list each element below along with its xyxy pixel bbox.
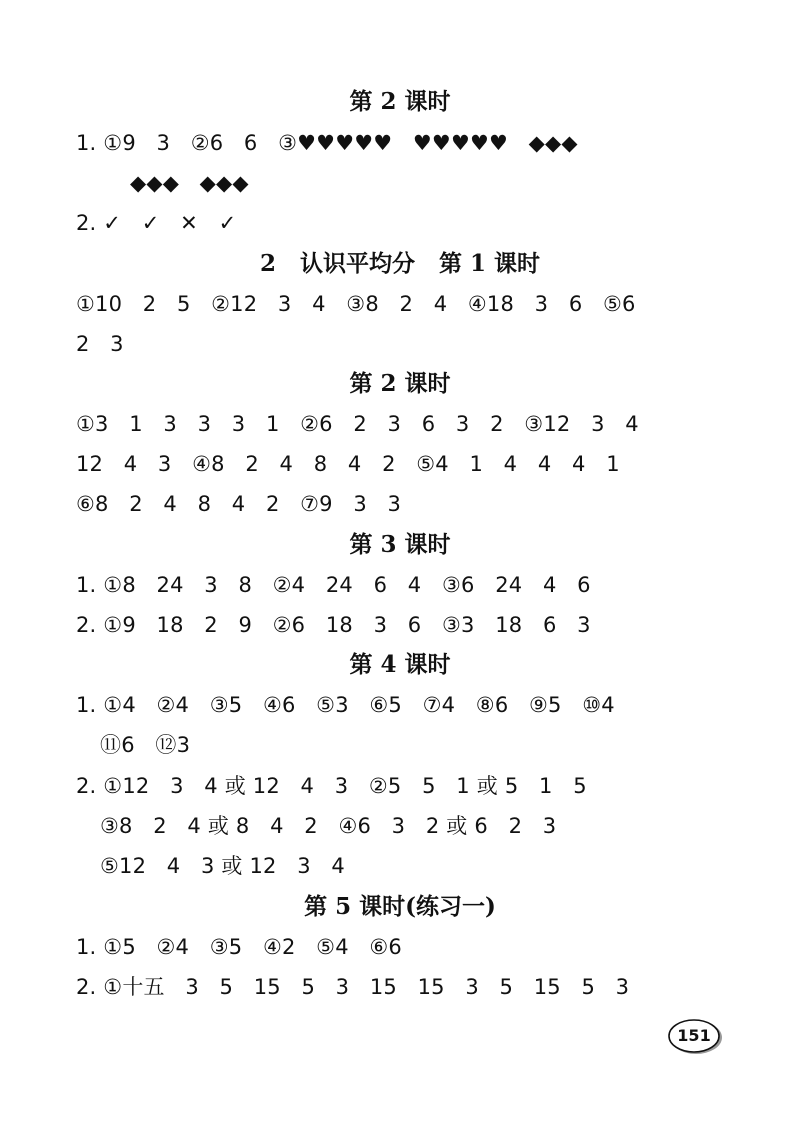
answer-line: 2. ✓ ✓ ✕ ✓ [76, 211, 237, 235]
section-title-lesson-2b: 第 2 课时 [349, 370, 451, 397]
answer-line: 12 4 3 ④8 2 4 8 4 2 ⑤4 1 4 4 4 1 [76, 452, 620, 476]
answer-line: 1. ①4 ②4 ③5 ④6 ⑤3 ⑥5 ⑦4 ⑧6 ⑨5 ⑩4 [76, 693, 615, 717]
answer-line: ③8 2 4 或 8 4 2 ④6 3 2 或 6 2 3 [100, 814, 557, 838]
answer-line: 2. ①9 18 2 9 ②6 18 3 6 ③3 18 6 3 [76, 613, 591, 637]
answer-line: 2. ①12 3 4 或 12 4 3 ②5 5 1 或 5 1 5 [76, 774, 587, 798]
answer-line: ◆◆◆ ◆◆◆ [130, 171, 249, 195]
section-title-lesson-2: 第 2 课时 [349, 88, 451, 115]
section-title-lesson-3: 第 3 课时 [349, 531, 451, 558]
page-number-badge [668, 1018, 724, 1056]
answer-line: ①3 1 3 3 3 1 ②6 2 3 6 3 2 ③12 3 4 [76, 412, 639, 436]
answer-line: ⑥8 2 4 8 4 2 ⑦9 3 3 [76, 492, 402, 516]
page-number: 151 [677, 1026, 711, 1045]
section-title-lesson-4: 第 4 课时 [349, 651, 451, 678]
section-title-lesson-5: 第 5 课时(练习一) [304, 893, 496, 920]
answer-line: 1. ①8 24 3 8 ②4 24 6 4 ③6 24 4 6 [76, 573, 591, 597]
answer-line: 1. ①9 3 ②6 6 ③♥♥♥♥♥ ♥♥♥♥♥ ◆◆◆ [76, 131, 578, 155]
answer-line: 2 3 [76, 332, 124, 356]
answer-line: 1. ①5 ②4 ③5 ④2 ⑤4 ⑥6 [76, 935, 402, 959]
answer-line: ①10 2 5 ②12 3 4 ③8 2 4 ④18 3 6 ⑤6 [76, 292, 636, 316]
answer-line: 2. ①十五 3 5 15 5 3 15 15 3 5 15 5 3 [76, 975, 630, 999]
section-title-unit-2-lesson-1: 2 认识平均分 第 1 课时 [259, 250, 541, 277]
answer-line: ⑪6 ⑫3 [100, 733, 191, 757]
answer-line: ⑤12 4 3 或 12 3 4 [100, 854, 345, 878]
